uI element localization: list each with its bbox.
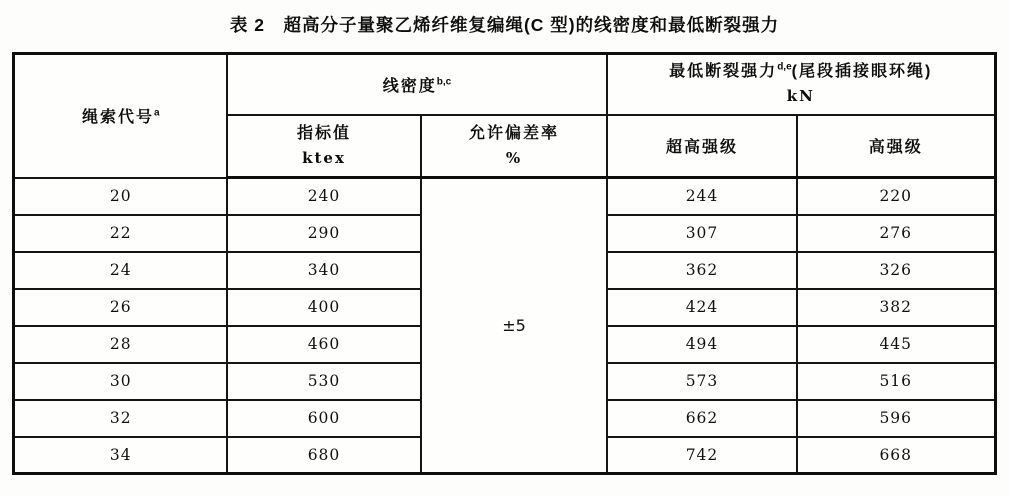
header-linear-density — [227, 54, 607, 115]
cell-high-strength: 220 — [797, 178, 995, 215]
header-breaking-strength-note: (尾段插接眼环绳) — [791, 63, 933, 81]
rope-spec-table — [12, 52, 996, 475]
cell-ultra-high-strength: 662 — [607, 400, 797, 437]
header-index-value — [227, 115, 421, 178]
header-rope-code — [14, 54, 227, 178]
cell-high-strength: 326 — [797, 252, 995, 289]
header-breaking-strength-line1 — [608, 60, 994, 85]
cell-ultra-high-strength: 244 — [607, 178, 797, 215]
cell-index-value: 680 — [227, 437, 421, 474]
cell-rope-code: 20 — [14, 178, 227, 215]
header-breaking-strength-footnote: d,e — [777, 61, 792, 73]
cell-index-value: 530 — [227, 363, 421, 400]
header-index-value-label: 指标值 — [296, 124, 351, 142]
cell-high-strength: 516 — [797, 363, 995, 400]
header-high-grade: 高强级 — [797, 115, 995, 178]
table-title: 表 2 超高分子量聚乙烯纤维复编绳(C 型)的线密度和最低断裂强力 — [229, 15, 780, 35]
cell-index-value: 400 — [227, 289, 421, 326]
header-linear-density-label: 线密度 — [382, 77, 437, 95]
header-breaking-strength-label: 最低断裂强力 — [669, 63, 778, 81]
cell-index-value: 600 — [227, 400, 421, 437]
cell-high-strength: 596 — [797, 400, 995, 437]
cell-rope-code: 22 — [14, 215, 227, 252]
cell-high-strength: 276 — [797, 215, 995, 252]
header-deviation-rate-label: 允许偏差率 — [468, 124, 559, 142]
cell-index-value: 240 — [227, 178, 421, 215]
header-deviation-rate-unit: % — [505, 148, 523, 167]
cell-ultra-high-strength: 742 — [607, 437, 797, 474]
header-deviation-rate — [421, 115, 607, 178]
cell-index-value: 340 — [227, 252, 421, 289]
header-rope-code-label: 绳索代号 — [81, 109, 154, 127]
table-row — [14, 178, 995, 215]
cell-rope-code: 26 — [14, 289, 227, 326]
header-rope-code-footnote: a — [153, 107, 160, 119]
header-index-value-unit: ktex — [302, 148, 346, 167]
cell-rope-code: 30 — [14, 363, 227, 400]
cell-high-strength: 668 — [797, 437, 995, 474]
cell-rope-code: 34 — [14, 437, 227, 474]
cell-rope-code: 28 — [14, 326, 227, 363]
table-body — [14, 178, 995, 474]
header-linear-density-footnote: b,c — [436, 76, 452, 88]
cell-index-value: 460 — [227, 326, 421, 363]
cell-rope-code: 24 — [14, 252, 227, 289]
header-breaking-strength — [607, 54, 995, 115]
cell-ultra-high-strength: 424 — [607, 289, 797, 326]
cell-index-value: 290 — [227, 215, 421, 252]
cell-deviation-merged: ±5 — [421, 178, 607, 474]
cell-ultra-high-strength: 573 — [607, 363, 797, 400]
header-breaking-strength-unit: kN — [786, 87, 815, 106]
header-ultra-high-grade: 超高强级 — [607, 115, 797, 178]
cell-ultra-high-strength: 494 — [607, 326, 797, 363]
table-header — [14, 54, 995, 178]
cell-high-strength: 382 — [797, 289, 995, 326]
cell-rope-code: 32 — [14, 400, 227, 437]
cell-ultra-high-strength: 307 — [607, 215, 797, 252]
cell-ultra-high-strength: 362 — [607, 252, 797, 289]
cell-high-strength: 445 — [797, 326, 995, 363]
